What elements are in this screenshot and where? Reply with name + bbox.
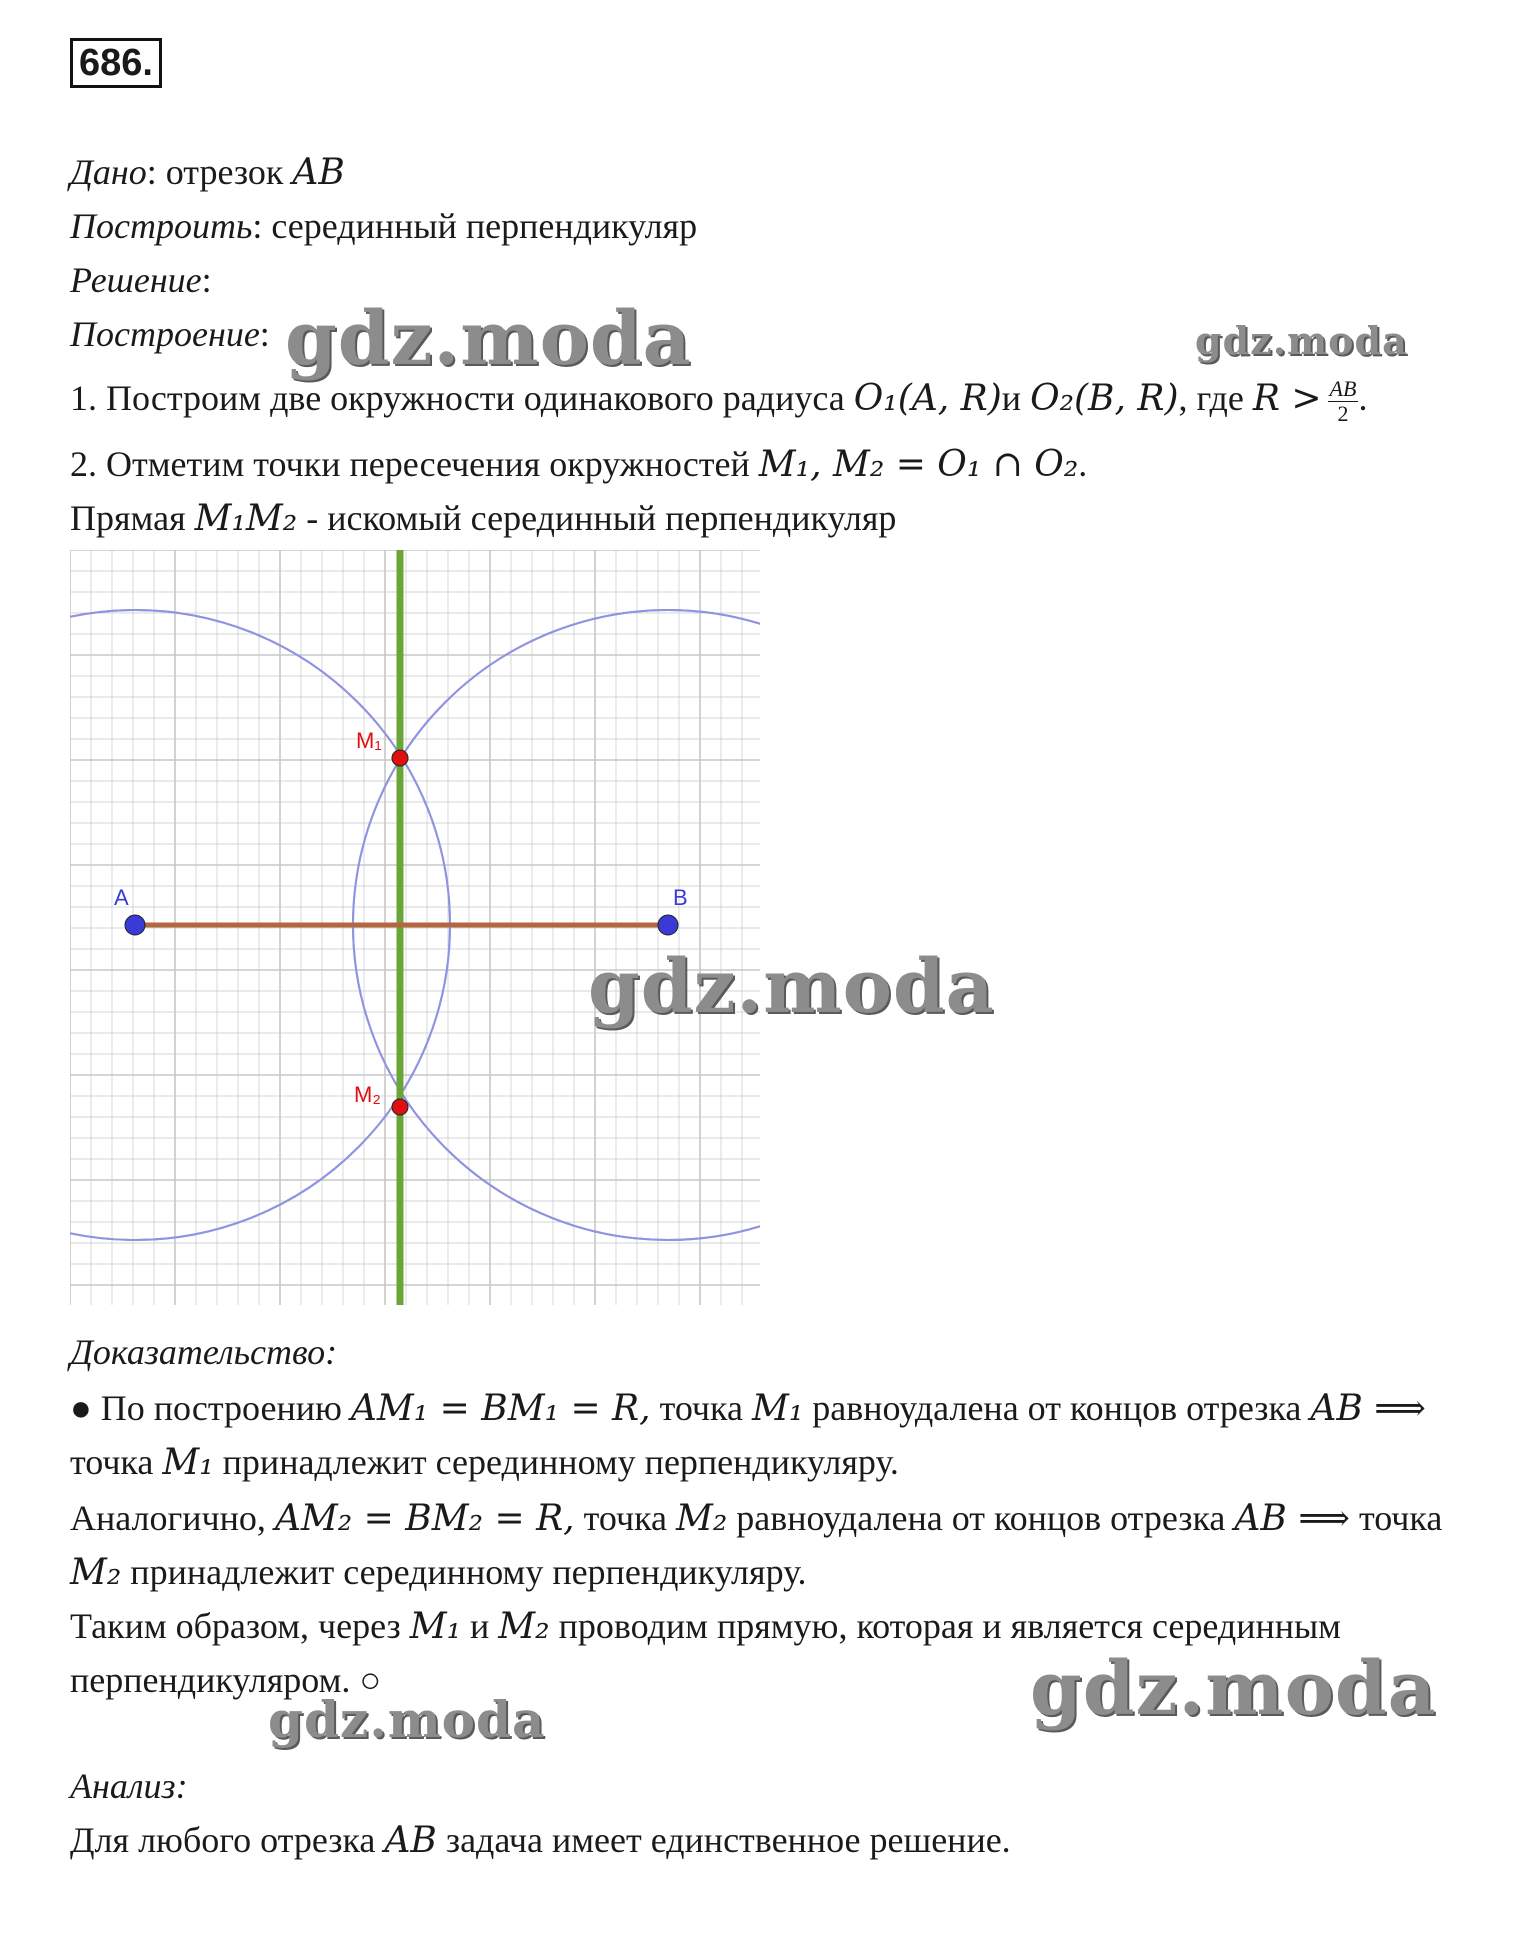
watermark: gdz.moda [1195, 318, 1408, 363]
problem-number: 686. [70, 38, 162, 88]
construction-figure [70, 550, 770, 1310]
proof-formula: AM₂ = BM₂ = R, [274, 1498, 575, 1539]
proof-text: равноудалена от концов отрезка [727, 1498, 1235, 1538]
proof-text: равноудалена от концов отрезка [803, 1388, 1311, 1428]
step1-line [70, 376, 1367, 426]
point-m1 [392, 750, 408, 766]
proof-line-2 [70, 1440, 899, 1485]
watermark: gdz.moda [1030, 1646, 1437, 1732]
fraction-denominator: 2 [1337, 401, 1349, 427]
proof-formula: AM₁ = BM₁ = R, [350, 1388, 651, 1429]
result-var: M₁M₂ [194, 498, 298, 539]
given-line [70, 150, 345, 195]
step2-tail: . [1078, 444, 1088, 484]
proof-formula: M₁ [162, 1442, 214, 1483]
proof-text: По построению [91, 1388, 351, 1428]
step1-circle1: O₁(A, R) [853, 378, 1002, 419]
proof-line-5 [70, 1604, 1341, 1649]
proof-text: проводим прямую, которая и является серединным [549, 1606, 1341, 1646]
proof-text: Таким образом, через [70, 1606, 410, 1646]
construct-label: Построить [70, 206, 253, 246]
proof-text: перпендикуляром. [70, 1660, 360, 1700]
step1-and: и [1001, 378, 1031, 418]
step1-tail: . [1358, 378, 1368, 418]
given-var: AB [292, 152, 345, 193]
step1-text: 1. Построим две окружности одинакового радиуса [70, 378, 854, 418]
analysis-formula: AB [384, 1820, 437, 1861]
step1-circle2: O₂(B, R) [1030, 378, 1179, 419]
label-b: B [673, 885, 688, 910]
step1-cond: R > [1252, 378, 1322, 419]
proof-formula: M₂ [676, 1498, 728, 1539]
proof-text: точка [650, 1388, 752, 1428]
step1-fraction [1328, 377, 1359, 426]
proof-formula: AB ⟹ [1234, 1498, 1350, 1539]
analysis-text: задача имеет единственное решение. [436, 1820, 1011, 1860]
solution-line: Решение: [70, 260, 212, 300]
label-m2: M₂ [354, 1082, 381, 1107]
watermark: gdz.moda [588, 944, 995, 1030]
proof-formula: AB ⟹ [1310, 1388, 1426, 1429]
step2-line [70, 442, 1087, 487]
label-a: A [114, 885, 129, 910]
given-label: Дано [70, 152, 147, 192]
end-of-proof-mark: ○ [359, 1660, 382, 1700]
proof-label: Доказательство: [70, 1332, 338, 1372]
point-b [658, 915, 678, 935]
solution-label: Решение [70, 260, 202, 300]
fraction-numerator: AB [1329, 376, 1357, 402]
given-text: : отрезок [146, 152, 293, 192]
construct-text: : серединный перпендикуляр [252, 206, 698, 246]
proof-formula: M₁ [751, 1388, 804, 1429]
result-post: - искомый серединный перпендикуляр [297, 498, 897, 538]
bullet: ● [70, 1388, 92, 1428]
construction-label: Построение [70, 314, 260, 354]
step1-where: , где [1178, 378, 1253, 418]
proof-text: точка [1349, 1498, 1443, 1538]
watermark: gdz.moda [268, 1690, 546, 1749]
analysis-text: Для любого отрезка [70, 1820, 385, 1860]
point-a [125, 915, 145, 935]
construction-line: Построение: [70, 314, 270, 354]
proof-line-4 [70, 1550, 807, 1595]
proof-text: принадлежит серединному перпендикуляру. [121, 1552, 807, 1592]
step2-text: 2. Отметим точки пересечения окружностей [70, 444, 759, 484]
result-line [70, 496, 896, 541]
point-m2 [392, 1099, 408, 1115]
proof-text: точка [574, 1498, 676, 1538]
proof-text: и [461, 1606, 499, 1646]
label-m1: M₁ [356, 728, 382, 753]
proof-formula: M₂ [70, 1552, 122, 1593]
proof-formula: M₂ [498, 1606, 550, 1647]
analysis-line [70, 1818, 1011, 1863]
proof-line-1 [70, 1386, 1426, 1431]
proof-text: точка [70, 1442, 163, 1482]
analysis-label: Анализ: [70, 1766, 188, 1806]
step2-formula: M₁, M₂ = O₁ ∩ O₂ [758, 444, 1079, 485]
proof-formula: M₁ [409, 1606, 462, 1647]
proof-line-3 [70, 1496, 1442, 1541]
proof-text: принадлежит серединному перпендикуляру. [213, 1442, 899, 1482]
proof-text: Аналогично, [70, 1498, 275, 1538]
watermark: gdz.moda [285, 296, 692, 382]
construct-line [70, 204, 697, 248]
result-pre: Прямая [70, 498, 195, 538]
